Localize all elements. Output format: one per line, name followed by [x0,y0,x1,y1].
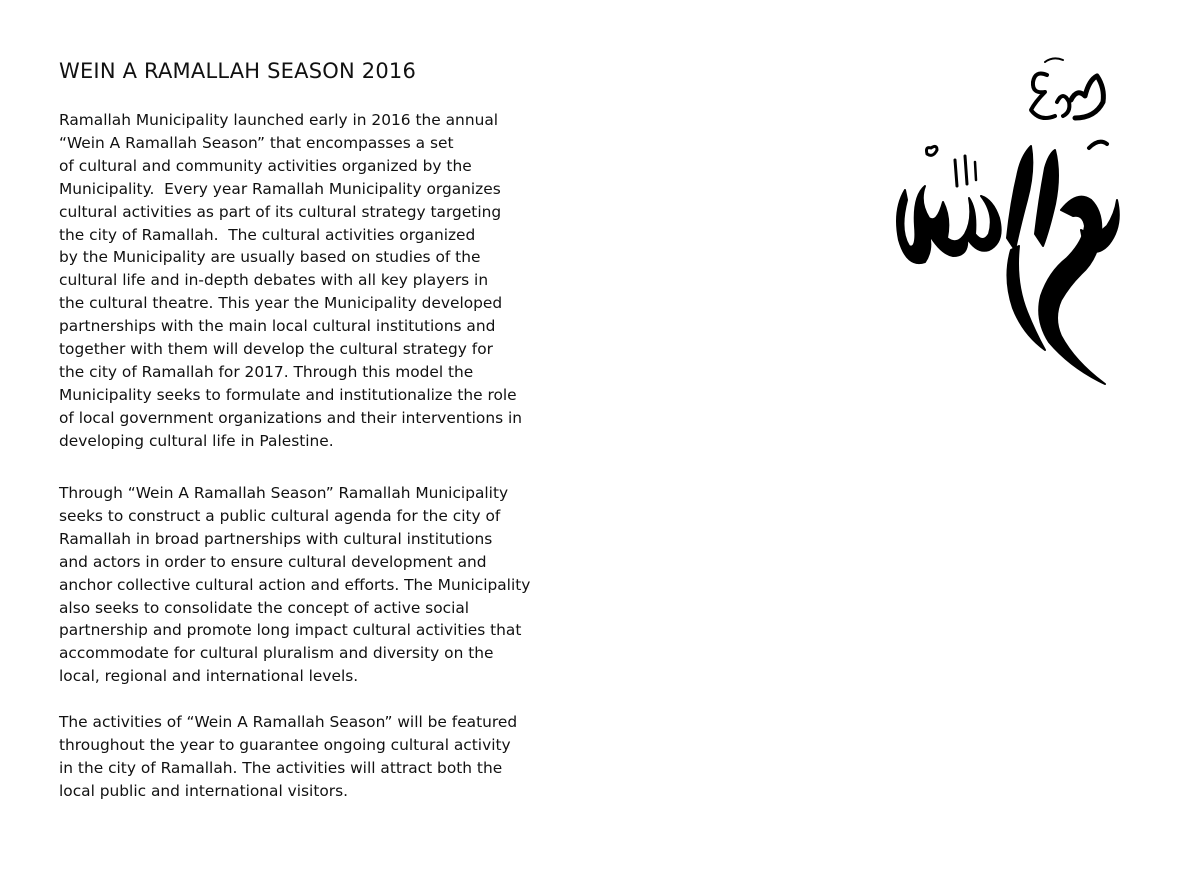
text-line: Municipality seeks to formulate and institutionalize the role [59,385,517,404]
text-line: partnerships with the main local cultural institutions and [59,317,496,336]
text-line: Ramallah Municipality launched early in 2016 the annual [59,111,499,129]
text-line: in the city of Ramallah. The activities will attract both the [59,758,503,777]
text-line: cultural activities as part of its cultural strategy targeting [59,202,502,221]
text-line: Municipality. Every year Ramallah Municipality organizes [59,179,501,198]
arabic-calligraphy-logo [885,50,1135,395]
text-line: also seeks to consolidate the concept of active social [59,598,470,617]
text-line: Ramallah in broad partnerships with cultural institutions [59,529,493,548]
text-line: by the Municipality are usually based on studies of the [59,248,481,267]
text-line: accommodate for cultural pluralism and diversity on the [59,644,494,663]
text-line: the city of Ramallah. The cultural activities organized [59,225,476,244]
text-line: together with them will develop the cultural strategy for [59,340,493,359]
text-line: local public and international visitors. [59,781,349,800]
text-line: partnership and promote long impact cultural activities that [59,621,522,640]
text-line: of local government organizations and their interventions in [59,408,523,427]
paragraph-intro [59,109,559,453]
text-line: throughout the year to guarantee ongoing cultural activity [59,735,511,754]
page-title: WEIN A RAMALLAH SEASON 2016 [59,59,417,83]
text-line: seeks to construct a public cultural agenda for the city of [59,506,501,525]
paragraph-activities [59,711,559,803]
text-line: and actors in order to ensure cultural development and [59,552,487,571]
text-line: developing cultural life in Palestine. [59,431,334,450]
text-line: cultural life and in-depth debates with all key players in [59,271,489,290]
text-line: the city of Ramallah for 2017. Through this model the [59,362,474,381]
calligraphy-icon [885,50,1135,395]
text-line: anchor collective cultural action and efforts. The Municipality [59,575,531,594]
text-line: Through “Wein A Ramallah Season” Ramallah Municipality [59,484,509,502]
text-line: “Wein A Ramallah Season” that encompasses a set [59,133,454,152]
text-line: the cultural theatre. This year the Municipality developed [59,294,503,313]
text-line: The activities of “Wein A Ramallah Season” will be featured [59,713,518,731]
paragraph-agenda [59,482,559,688]
text-line: local, regional and international levels. [59,667,359,686]
text-line: of cultural and community activities organized by the [59,156,472,175]
